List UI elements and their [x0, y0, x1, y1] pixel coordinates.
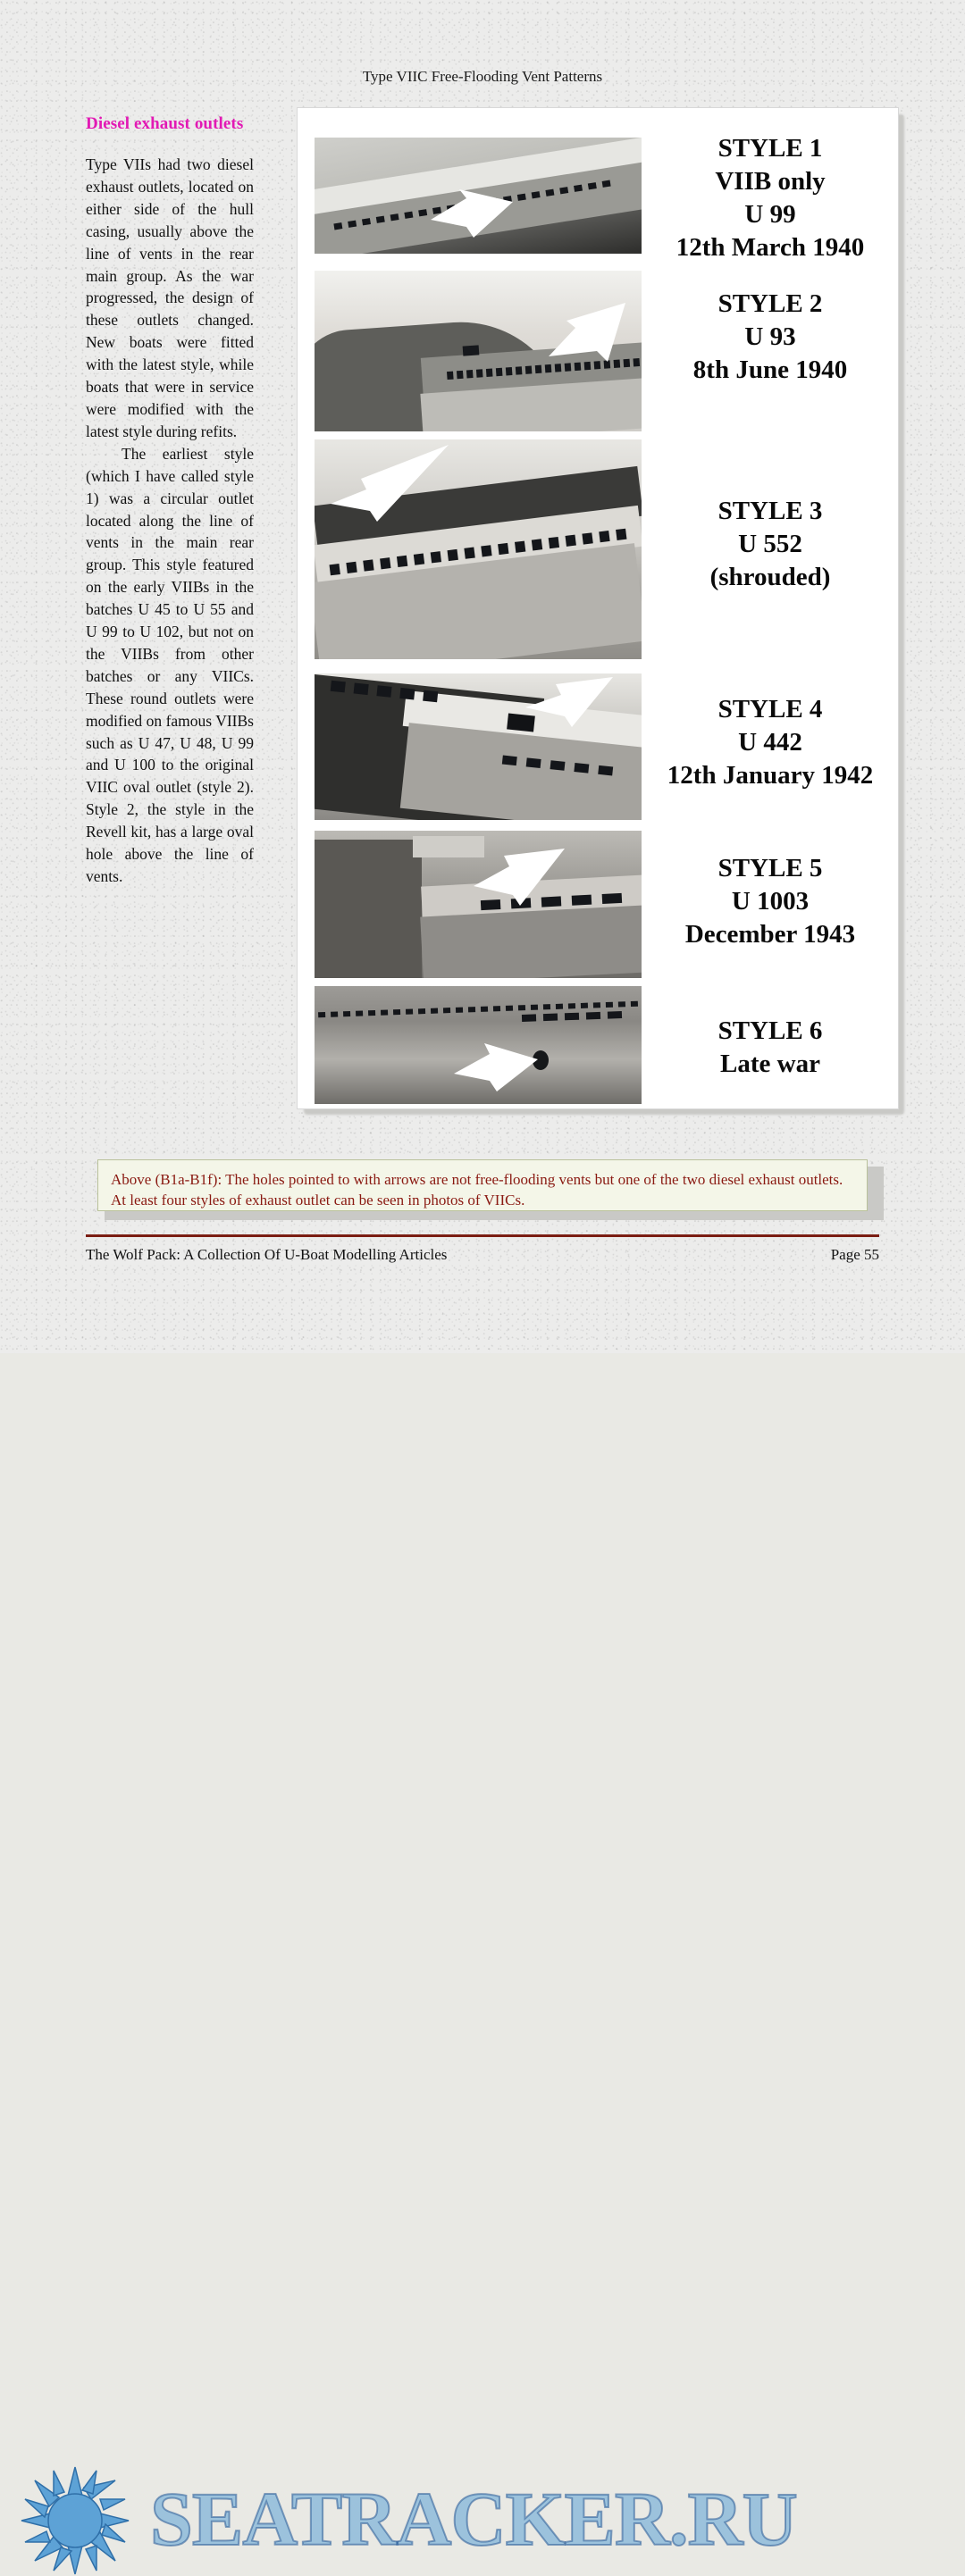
arrow-pointer-2 — [315, 271, 642, 431]
photo-style-5-u1003 — [315, 831, 642, 978]
caption-style-2-line-0: STYLE 2 — [717, 289, 823, 318]
caption-style-3-line-2: (shrouded) — [709, 563, 831, 591]
caption-style-4-line-0: STYLE 4 — [717, 695, 823, 723]
caption-style-5-line-0: STYLE 5 — [717, 854, 823, 882]
caption-style-1 — [647, 132, 894, 264]
arrow-pointer-5 — [315, 831, 642, 978]
figure-caption-text: Above (B1a-B1f): The holes pointed to with arrows are not free-flooding vents but one of the two diesel exhaust outlets. At least four styles of exhaust outlet can be seen in photos of VIICs. — [111, 1171, 843, 1209]
caption-style-2-line-1: U 93 — [744, 322, 796, 351]
caption-style-1-line-3: 12th March 1940 — [676, 233, 865, 262]
caption-style-4-line-1: U 442 — [738, 728, 802, 757]
footer-divider — [86, 1234, 879, 1237]
arrow-pointer-4 — [315, 673, 642, 820]
footer-title: The Wolf Pack: A Collection Of U-Boat Modelling Articles — [86, 1246, 448, 1263]
caption-style-1-line-1: VIIB only — [715, 167, 826, 196]
running-header: Type VIIC Free-Flooding Vent Patterns — [362, 68, 603, 85]
caption-style-5 — [647, 852, 894, 951]
caption-style-6-line-0: STYLE 6 — [717, 1016, 823, 1045]
article-paragraph-2: The earliest style (which I have called style 1) was a circular outlet located along the line of vents in the main rear group. This style featured on the early VIIBs in the batches U 45 to U 55 and U 99 to U 102, but not on the VIIBs from other batches or any VIICs. These round outlets were modified on famous VIIBs such as U 47, U 48, U 99 and U 100 to the original VIIC oval outlet (style 2). Style 2, the style in the Revell kit, has a large oval hole above the line of vents. — [86, 444, 254, 885]
photo-style-6-late-war — [315, 986, 642, 1104]
sunburst-logo-icon — [20, 2465, 130, 2576]
caption-style-1-line-0: STYLE 1 — [717, 134, 823, 163]
photo-style-1-u99 — [315, 138, 642, 254]
figure-caption-box — [97, 1159, 868, 1211]
caption-style-5-line-1: U 1003 — [731, 887, 810, 916]
article-paragraph-1: Type VIIs had two diesel exhaust outlets, located on either side of the hull casing, usually above the line of vents in the rear main group. As the war progressed, the design of these outlets changed. New boats were fitted with the latest style, while boats that were in service were modified with the latest style during refits. — [86, 155, 254, 440]
photo-style-2-u93 — [315, 271, 642, 431]
arrow-pointer-6 — [315, 986, 642, 1104]
photo-style-3-u552 — [315, 439, 642, 659]
watermark-text: SEATRACKER.RU — [150, 2476, 797, 2562]
caption-style-6-line-1: Late war — [720, 1050, 820, 1078]
caption-style-3 — [647, 495, 894, 594]
caption-style-4-line-2: 12th January 1942 — [667, 761, 874, 790]
arrow-pointer-1 — [315, 138, 642, 254]
caption-style-5-line-2: December 1943 — [684, 920, 856, 949]
article-text-column — [86, 114, 254, 888]
section-heading: Diesel exhaust outlets — [86, 114, 244, 133]
caption-style-6 — [647, 1015, 894, 1081]
caption-style-2-line-2: 8th June 1940 — [692, 355, 848, 384]
footer-page-number: Page 55 — [830, 1246, 879, 1263]
caption-style-3-line-1: U 552 — [738, 530, 802, 558]
caption-style-3-line-0: STYLE 3 — [717, 497, 823, 525]
caption-style-2 — [647, 288, 894, 387]
photo-style-4-u442 — [315, 673, 642, 820]
arrow-pointer-3 — [315, 439, 642, 659]
caption-style-1-line-2: U 99 — [744, 200, 796, 229]
caption-style-4 — [647, 693, 894, 792]
